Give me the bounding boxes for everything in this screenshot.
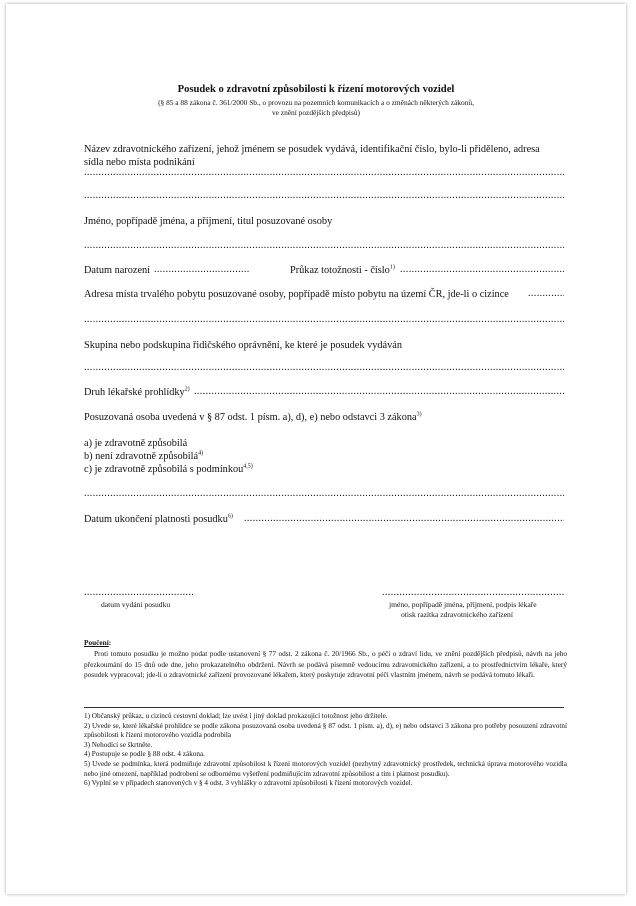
notice-text: Proti tomuto posudku je možno podat podle ustanovení § 77 odst. 2 zákona č. 20/1966 Sb., o péči o zdraví lidu, ve znění pozdějších předpisů, návrh na jeho přezkoumání do 15 dnů ode dne, jeho prokazatelného obdržení. Návrh se podává písemně vedoucímu zdravotnického zařízení, a to prostřednictvím lékaře, který posudek vypracoval; jde-li o zdravotnické zařízení provozované lékařem, který poskytuje zdravotní péči vlastním jménem, návrh se podává tomuto lékaři. — [84, 648, 567, 680]
notice-section: Poučení: Proti tomuto posudku je možno podat podle ustanovení § 77 odst. 2 zákona č. 20/1966 Sb., o péči o zdraví lidu, ve znění pozdějších předpisů, návrh na jeho přezkoumání do 15 dnů ode dne, jeho prokazatelného obdržení. Návrh se podává písemně vedoucímu zdravotnického zařízení, a to prostřednictvím lékaře, který posudek vypracoval; jde-li o zdravotnické zařízení provozované lékařem, který poskytuje zdravotní péči vlastním jménem, návrh se podává tomuto lékaři. — [84, 638, 567, 680]
person-name-fill-line[interactable] — [84, 240, 564, 252]
id-card-fill-line[interactable] — [400, 264, 564, 276]
option-fit[interactable]: a) je zdravotně způsobilá — [84, 438, 188, 449]
option-unfit[interactable]: b) není zdravotně způsobilá$^{4)}$ — [84, 450, 204, 462]
group-fill-line[interactable] — [84, 362, 564, 374]
address-fill-line[interactable] — [84, 314, 564, 326]
notice-heading: Poučení — [84, 638, 109, 647]
document-title: Posudek o zdravotní způsobilosti k řízení motorových vozidel — [177, 84, 455, 95]
address-fill-inline[interactable] — [528, 288, 564, 300]
footnotes — [84, 712, 567, 789]
address-label: Adresa místa trvalého pobytu posuzované osoby, popřípadě místo pobytu na území ČR, jde-li o cizince — [84, 289, 509, 300]
facility-label-line2: sídla nebo místa podnikání — [84, 157, 195, 168]
document-subtitle-line2: ve znění pozdějších předpisů) — [271, 108, 361, 117]
issue-date-caption: datum vydání posudku — [101, 600, 171, 609]
footnote-2: 2) Uvede se, které lékařské prohlídce se podle zákona posuzovaná osoba uvedená § 87 odst. 1 písm. a), d), e) nebo odstavci 3 zákona pro potřeby posouzení zdravotní způsobilosti k řízení motorového vozidla podrobila — [84, 721, 567, 740]
document-page — [6, 4, 626, 894]
exam-type-label: Druh lékařské prohlídky$^{2)}$ — [84, 386, 190, 398]
id-card-label: Průkaz totožnosti - číslo$^{1)}$ — [290, 264, 395, 276]
doctor-signature-caption-line1: jméno, popřípadě jména, příjmení, podpis lékaře — [389, 600, 537, 609]
footnote-1: 1) Občanský průkaz, u cizinců cestovní doklad; lze uvést i jiný doklad prokazující totožnost jeho držitele. — [84, 712, 388, 720]
issue-date-signature-line[interactable] — [84, 587, 194, 599]
facility-label-line1: Název zdravotnického zařízení, jehož jménem se posudek vydává, identifikační číslo, bylo-li přiděleno, adresa — [84, 144, 540, 155]
birth-date-fill-line[interactable] — [154, 264, 250, 276]
doctor-signature-line[interactable] — [382, 587, 564, 599]
footnote-separator — [84, 707, 564, 708]
document-subtitle-line1: (§ 85 a 88 zákona č. 361/2000 Sb., o provozu na pozemních komunikacích a o změnách některých zákonů, — [158, 98, 474, 107]
exam-type-fill-line[interactable] — [194, 386, 564, 398]
person-name-label: Jméno, popřípadě jména, a příjmení, titul posuzované osoby — [84, 216, 333, 227]
condition-fill-line[interactable] — [84, 488, 564, 500]
doctor-signature-caption-line2: otisk razítka zdravotnického zařízení — [401, 610, 513, 619]
footnote-3: 3) Nehodící se škrtněte. — [84, 740, 153, 749]
validity-end-label: Datum ukončení platnosti posudku$^{6)}$ — [84, 513, 233, 525]
validity-end-fill-line[interactable] — [244, 513, 564, 525]
facility-fill-line-1[interactable] — [84, 167, 564, 179]
facility-fill-line-2[interactable] — [84, 190, 564, 202]
assessed-person-label: Posuzovaná osoba uvedená v § 87 odst. 1 písm. a), d), e) nebo odstavci 3 zákona$^{3)}$ — [84, 411, 422, 423]
option-fit-with-condition[interactable]: c) je zdravotně způsobilá s podmínkou$^{4,5)}$ — [84, 463, 253, 475]
footnote-5: 5) Uvede se podmínka, která podmiňuje zdravotní způsobilost k řízení motorových vozidel (nezbytný zdravotnický prostředek, technická úprava motorového vozidla nebo jiné omezení, například podrobení se odbornému vyšetření podmiňujícím zdravotní způsobilost a tím i platnost posudku). — [84, 759, 567, 778]
birth-date-label: Datum narození — [84, 265, 151, 276]
footnote-4: 4) Postupuje se podle § 88 odst. 4 zákona. — [84, 750, 205, 759]
group-label: Skupina nebo podskupina řidičského oprávnění, ke které je posudek vydáván — [84, 340, 402, 351]
footnote-6: 6) Vyplní se v případech stanovených v § 4 odst. 3 vyhlášky o zdravotní způsobilosti k řízení motorových vozidel. — [84, 779, 413, 788]
